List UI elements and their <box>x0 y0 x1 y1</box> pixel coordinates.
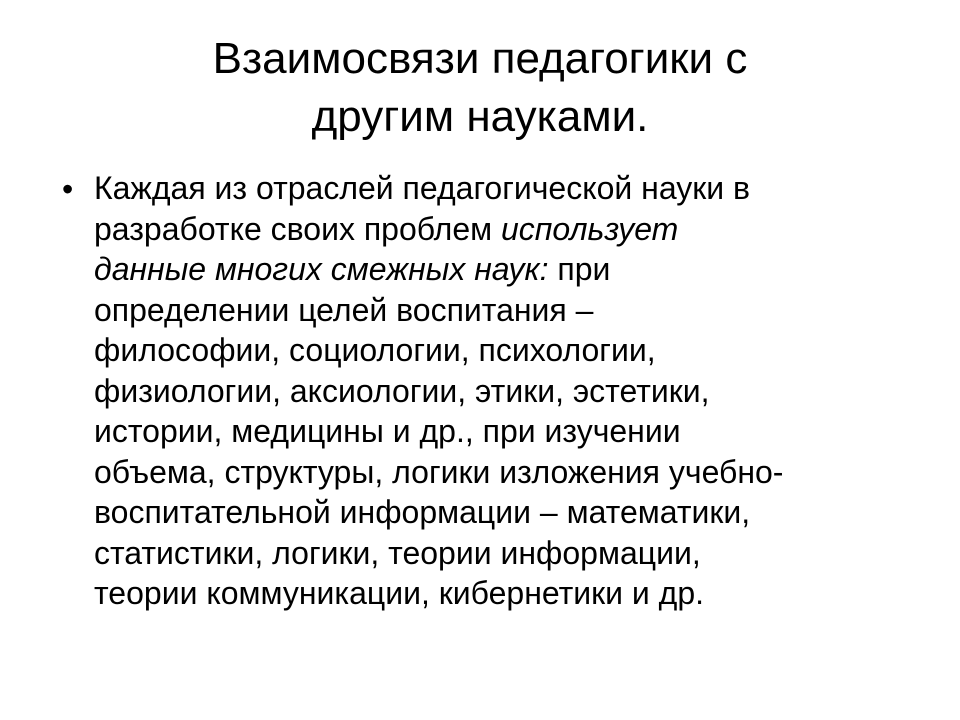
text-line-1: Каждая из отраслей педагогической науки в <box>94 170 751 206</box>
text-line-9: воспитательной информации – математики, <box>94 494 751 530</box>
slide-title <box>60 30 900 146</box>
title-line-2: другим науками. <box>311 92 649 141</box>
text-line-8: объема, структуры, логики изложения учебно- <box>94 453 784 490</box>
text-line-5: философии, социологии, психологии, <box>94 332 656 368</box>
text-line-10: статистики, логики, теории информации, <box>94 534 701 571</box>
bullet-item <box>58 168 918 614</box>
text-line-4: определении целей воспитания – <box>94 291 594 328</box>
text-line-3-normal: при <box>548 251 611 287</box>
bullet-list <box>58 168 918 614</box>
text-line-2 <box>94 209 918 250</box>
text-line-2-normal: разработке своих проблем <box>94 210 501 247</box>
bullet-marker: • <box>62 171 74 207</box>
text-line-3 <box>94 249 918 290</box>
text-line-7: истории, медицины и др., при изучении <box>94 413 681 449</box>
text-line-2-italic: использует <box>501 210 679 247</box>
text-line-3-italic: данные многих смежных наук: <box>94 251 549 287</box>
title-line-1: Взаимосвязи педагогики с <box>212 34 748 83</box>
text-line-6: физиологии, аксиологии, этики, эстетики, <box>94 372 710 409</box>
text-line-11: теории коммуникации, кибернетики и др. <box>94 575 705 611</box>
